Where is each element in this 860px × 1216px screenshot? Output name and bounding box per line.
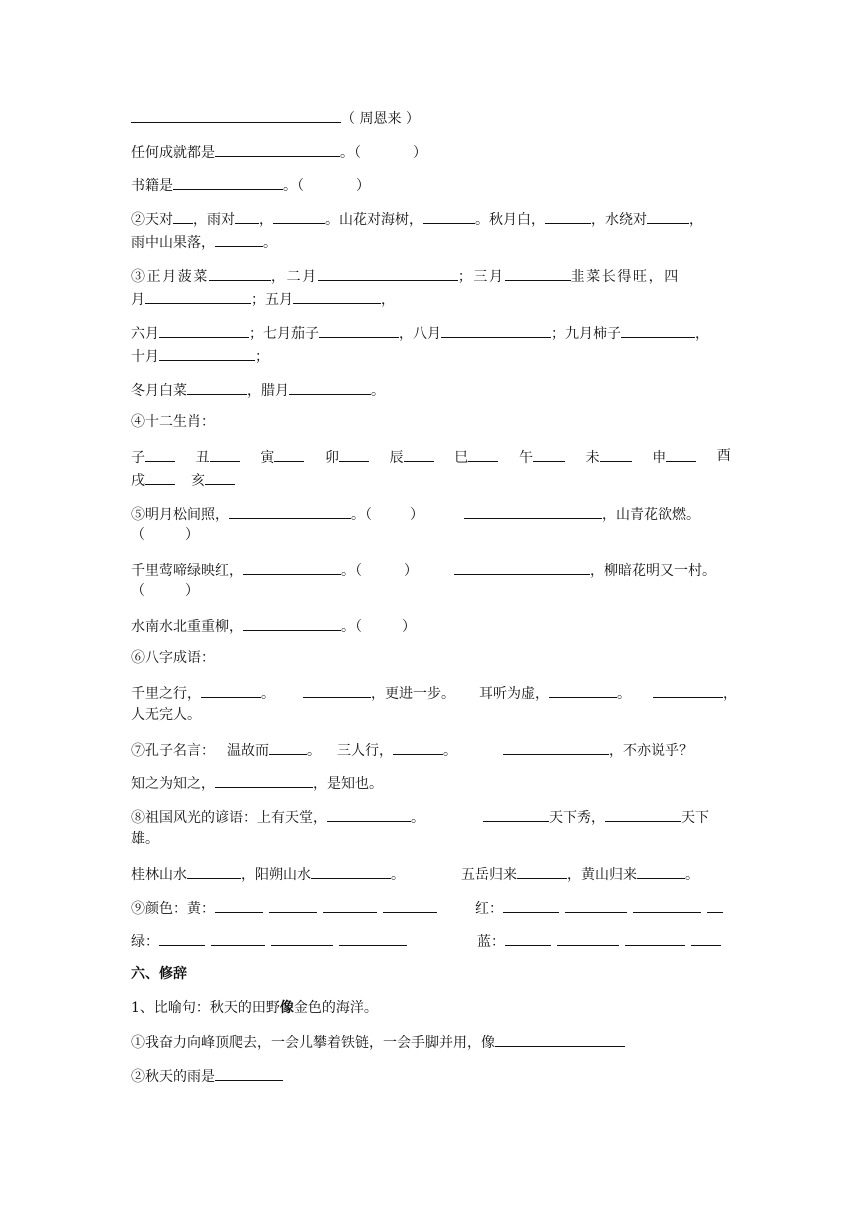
answer-blank[interactable] [549, 684, 617, 698]
poem-line-1b [131, 527, 731, 543]
answer-blank[interactable] [423, 210, 475, 224]
text: 知之为知之， [131, 776, 215, 792]
answer-blank[interactable] [145, 290, 251, 304]
zodiac-item [325, 448, 369, 466]
answer-blank[interactable] [243, 561, 341, 575]
answer-blank[interactable] [289, 381, 371, 395]
answer-blank[interactable] [339, 448, 369, 462]
text: ，阳朔山水 [241, 867, 311, 883]
text: ， [723, 686, 737, 702]
answer-blank[interactable] [666, 448, 696, 462]
text: ， [259, 212, 273, 228]
zodiac-item [196, 448, 240, 466]
answer-blank[interactable] [187, 381, 247, 395]
answer-blank[interactable] [273, 210, 325, 224]
answer-blank[interactable] [211, 932, 265, 946]
text: 。（ [351, 507, 372, 523]
text: 。 [261, 686, 275, 702]
text: ） [413, 145, 427, 161]
zodiac-item [390, 448, 434, 466]
text: 天下秀， [549, 810, 605, 826]
answer-blank[interactable] [383, 899, 437, 913]
answer-blank[interactable] [145, 471, 175, 485]
answer-blank[interactable] [187, 865, 241, 879]
text: 天下 [681, 810, 709, 826]
answer-blank[interactable] [274, 448, 304, 462]
text: ；五月 [251, 292, 293, 308]
text: ，山青花欲燃。 [602, 507, 700, 523]
text: ，雨对 [193, 212, 235, 228]
answer-blank[interactable] [454, 561, 590, 575]
text: 。 [443, 743, 457, 759]
answer-blank[interactable] [271, 932, 333, 946]
text: ，更进一步。 [371, 686, 455, 702]
text: ，二月 [271, 269, 318, 285]
text: ，黄山归来 [567, 867, 637, 883]
simile-example [131, 1000, 731, 1016]
text: ⑧祖国风光的谚语：上有天堂， [131, 810, 327, 826]
quote-line-achievement [131, 143, 731, 161]
answer-blank[interactable] [159, 932, 205, 946]
text: ，是知也。 [313, 776, 383, 792]
text: ⑨颜色：黄： [131, 901, 215, 917]
answer-blank[interactable] [404, 448, 434, 462]
text: ，水绕对 [591, 212, 647, 228]
text: 桂林山水 [131, 867, 187, 883]
veggie-line-5 [131, 381, 731, 399]
poem-line-2b [131, 583, 731, 599]
text: 任何成就都是 [131, 145, 215, 161]
text: 温故而 [227, 743, 269, 759]
text: 寅 [260, 450, 275, 466]
text: 六、修辞 [131, 966, 187, 982]
confucius-line-1 [131, 741, 731, 759]
couplet-line-2 [131, 233, 731, 251]
text: 韭菜长得旺，四 [570, 269, 680, 285]
answer-blank[interactable] [173, 176, 283, 190]
answer-blank[interactable] [215, 233, 263, 247]
answer-blank[interactable] [327, 808, 411, 822]
answer-blank[interactable] [545, 210, 591, 224]
idiom-heading [131, 650, 731, 666]
text: 。（ [341, 563, 362, 579]
zodiac-row-2 [131, 471, 731, 489]
text: ；七月茄子 [249, 326, 319, 342]
author-note: （ 周恩来 ） [341, 111, 420, 127]
text: ②天对 [131, 212, 173, 228]
text: 辰 [389, 450, 404, 466]
text: 未 [585, 450, 600, 466]
zodiac-item [519, 448, 565, 466]
answer-blank[interactable] [468, 448, 498, 462]
text: 。（ [340, 145, 361, 161]
answer-blank[interactable] [215, 143, 340, 157]
text: 三人行， [337, 743, 393, 759]
zodiac-item [717, 448, 731, 466]
text: ） [402, 619, 416, 635]
confucius-line-2 [131, 774, 731, 792]
answer-blank[interactable] [269, 899, 317, 913]
text: 。秋月白， [475, 212, 545, 228]
text: 戌 [131, 473, 145, 489]
poem-line-3 [131, 617, 731, 635]
answer-blank[interactable] [339, 932, 407, 946]
answer-blank[interactable] [483, 808, 549, 822]
zodiac-row-1 [131, 448, 731, 466]
proverb-line-3 [131, 865, 731, 883]
answer-blank[interactable] [707, 899, 723, 913]
text: 。 [263, 235, 277, 251]
text: ①我奋力向峰顶爬去，一会儿攀着铁链，一会手脚并用，像 [131, 1035, 495, 1051]
text: ； [255, 349, 269, 365]
simile-question-2 [131, 1067, 731, 1085]
zodiac-item [131, 448, 175, 466]
answer-blank[interactable] [505, 267, 571, 281]
answer-blank[interactable] [517, 865, 567, 879]
text: ；三月 [457, 269, 505, 285]
text: ；九月柿子 [551, 326, 621, 342]
answer-blank[interactable] [653, 684, 723, 698]
answer-blank[interactable] [205, 471, 235, 485]
text: 丑 [195, 450, 210, 466]
answer-blank[interactable] [464, 505, 602, 519]
idiom-line-1 [131, 684, 737, 702]
answer-blank[interactable] [691, 932, 721, 946]
text: ， [689, 212, 703, 228]
answer-blank[interactable] [323, 899, 377, 913]
text: 千里之行， [131, 686, 201, 702]
answer-blank[interactable] [503, 741, 609, 755]
answer-blank[interactable] [503, 899, 559, 913]
answer-blank[interactable] [495, 1033, 625, 1047]
answer-blank[interactable] [625, 932, 685, 946]
zodiac-item [454, 448, 498, 466]
veggie-line-2 [131, 290, 731, 308]
text: 亥 [191, 473, 205, 489]
text: 千里莺啼绿映红， [131, 563, 243, 579]
answer-blank[interactable] [565, 899, 627, 913]
text: 。 [391, 867, 405, 883]
text: ，八月 [399, 326, 441, 342]
text: 水南水北重重柳， [131, 619, 243, 635]
text: 午 [518, 450, 533, 466]
answer-blank[interactable] [621, 324, 695, 338]
answer-blank[interactable] [319, 324, 399, 338]
couplet-line-1 [131, 210, 731, 228]
poem-line-2 [131, 561, 731, 579]
text: ，不亦说乎？ [609, 743, 693, 759]
answer-blank[interactable] [159, 324, 249, 338]
text: 1、比喻句：秋天的田野 [131, 1000, 280, 1016]
text: ， [381, 292, 395, 308]
text: ⑤明月松间照， [131, 507, 229, 523]
answer-blank[interactable] [269, 741, 307, 755]
text: 。 [617, 686, 631, 702]
text: ， [695, 326, 709, 342]
color-line-2 [131, 932, 731, 950]
text: 金色的海洋。 [293, 1000, 378, 1016]
text: ） [410, 507, 424, 523]
answer-blank[interactable] [311, 865, 391, 879]
answer-blank[interactable] [209, 267, 271, 281]
text: ③正月菠菜 [131, 269, 209, 285]
text: （ [131, 527, 145, 543]
text: 书籍是 [131, 178, 173, 194]
text: 十月 [131, 349, 159, 365]
answer-blank[interactable] [215, 899, 263, 913]
answer-blank[interactable] [229, 505, 351, 519]
answer-blank[interactable] [393, 741, 443, 755]
text: ，腊月 [247, 383, 289, 399]
veggie-line-1 [131, 267, 731, 285]
answer-blank[interactable] [235, 210, 259, 224]
text: 月 [131, 292, 145, 308]
text: 。（ [283, 178, 304, 194]
text: 耳听为虚， [479, 686, 549, 702]
poem-line-1 [131, 505, 731, 523]
answer-blank[interactable] [441, 324, 551, 338]
text: ） [185, 527, 199, 543]
bold-keyword: 像 [279, 1000, 294, 1016]
text: （ [131, 583, 145, 599]
text: 。山花对海树， [325, 212, 423, 228]
zodiac-item [586, 448, 632, 466]
text: 。 [685, 867, 699, 883]
answer-blank[interactable] [318, 267, 458, 281]
text: 红： [475, 901, 503, 917]
quote-line-zhou [131, 109, 731, 127]
text: 冬月白菜 [131, 383, 187, 399]
answer-blank[interactable] [243, 617, 341, 631]
veggie-line-3 [131, 324, 731, 342]
answer-blank[interactable] [557, 932, 619, 946]
section-heading-rhetoric [131, 966, 731, 982]
text: ，柳暗花明又一村。 [590, 563, 716, 579]
answer-blank[interactable] [145, 448, 175, 462]
proverb-line-1 [131, 808, 731, 826]
text: ） [185, 583, 199, 599]
text: ②秋天的雨是 [131, 1069, 215, 1085]
answer-blank[interactable] [533, 448, 565, 462]
text: ④十二生肖： [131, 414, 215, 430]
text: 。 [307, 743, 321, 759]
answer-blank[interactable] [215, 1067, 283, 1081]
text: 。 [371, 383, 385, 399]
zodiac-item [652, 448, 696, 466]
veggie-line-4 [131, 347, 731, 365]
text: 人无完人。 [131, 707, 201, 723]
quote-line-books [131, 176, 731, 194]
text: ⑥八字成语： [131, 650, 215, 666]
proverb-line-2 [131, 831, 731, 847]
simile-question-1 [131, 1033, 731, 1051]
text: 巳 [454, 450, 469, 466]
answer-blank[interactable] [201, 684, 261, 698]
zodiac-heading [131, 414, 731, 430]
answer-blank[interactable] [210, 448, 240, 462]
answer-blank[interactable] [159, 347, 255, 361]
text: ） [356, 178, 370, 194]
text: 酉 [716, 448, 731, 464]
text: 五岳归来 [461, 867, 517, 883]
text: 子 [131, 450, 145, 466]
answer-blank[interactable] [600, 448, 632, 462]
text: 。 [411, 810, 425, 826]
text: 蓝： [477, 934, 505, 950]
text: 雄。 [131, 831, 159, 847]
text: 卯 [324, 450, 339, 466]
text: ） [404, 563, 418, 579]
answer-blank[interactable] [173, 210, 193, 224]
answer-blank[interactable] [637, 865, 685, 879]
answer-blank[interactable] [647, 210, 689, 224]
answer-blank[interactable] [215, 774, 313, 788]
answer-blank[interactable] [633, 899, 701, 913]
answer-blank[interactable] [293, 290, 381, 304]
answer-blank[interactable] [505, 932, 551, 946]
idiom-line-2 [131, 707, 731, 723]
answer-blank[interactable] [303, 684, 371, 698]
color-line-1 [131, 899, 731, 917]
text: 绿： [131, 934, 159, 950]
text: 。（ [341, 619, 362, 635]
text: 雨中山果落， [131, 235, 215, 251]
answer-blank[interactable] [131, 109, 341, 123]
answer-blank[interactable] [605, 808, 681, 822]
zodiac-item [260, 448, 304, 466]
text: 申 [652, 450, 667, 466]
text: 六月 [131, 326, 159, 342]
text: ⑦孔子名言： [131, 743, 215, 759]
